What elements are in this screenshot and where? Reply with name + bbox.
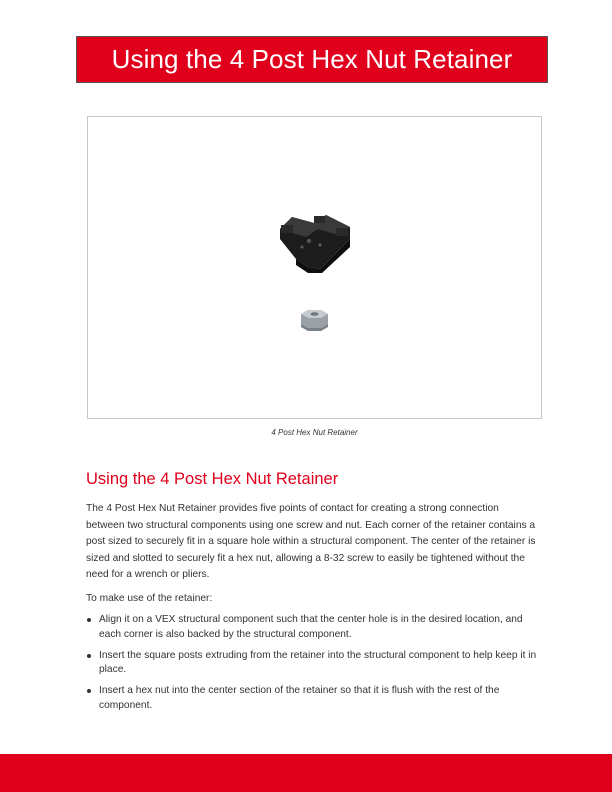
list-item — [86, 613, 538, 642]
list-item — [86, 684, 538, 713]
bullet-icon — [87, 654, 91, 658]
title-banner — [76, 36, 548, 83]
bullet-icon — [87, 618, 91, 622]
list-item-text: Insert a hex nut into the center section of the retainer so that it is flush with the rest of the component. — [99, 685, 500, 711]
hex-nut-retainer-image — [280, 215, 350, 273]
footer-bar — [0, 754, 612, 792]
section-heading: Using the 4 Post Hex Nut Retainer — [86, 470, 339, 488]
figure-illustration — [88, 117, 541, 418]
page-title: Using the 4 Post Hex Nut Retainer — [111, 44, 513, 74]
instructions-intro: To make use of the retainer: — [86, 593, 213, 604]
list-item-text: Insert the square posts extruding from the retainer into the structural component to help keep it in place. — [99, 649, 537, 675]
list-item-text: Align it on a VEX structural component such that the center hole is in the desired location, and each corner is also backed by the structural component. — [99, 614, 523, 640]
figure-caption: 4 Post Hex Nut Retainer — [271, 428, 358, 437]
bullet-icon — [87, 689, 91, 693]
description-paragraph: The 4 Post Hex Nut Retainer provides five points of contact for creating a strong connection between two structural components using one screw and nut. Each corner of the retainer contains a post sized to securely fit in a square hole within a structural component. The center of the retainer is sized and slotted to securely fit a hex nut, allowing a 8-32 screw to easily be tightened without the need for a wrench or pliers. — [86, 503, 536, 580]
figure-frame — [87, 116, 542, 419]
list-item — [86, 649, 538, 678]
hex-nut-image — [301, 310, 328, 331]
instruction-list — [86, 613, 538, 720]
